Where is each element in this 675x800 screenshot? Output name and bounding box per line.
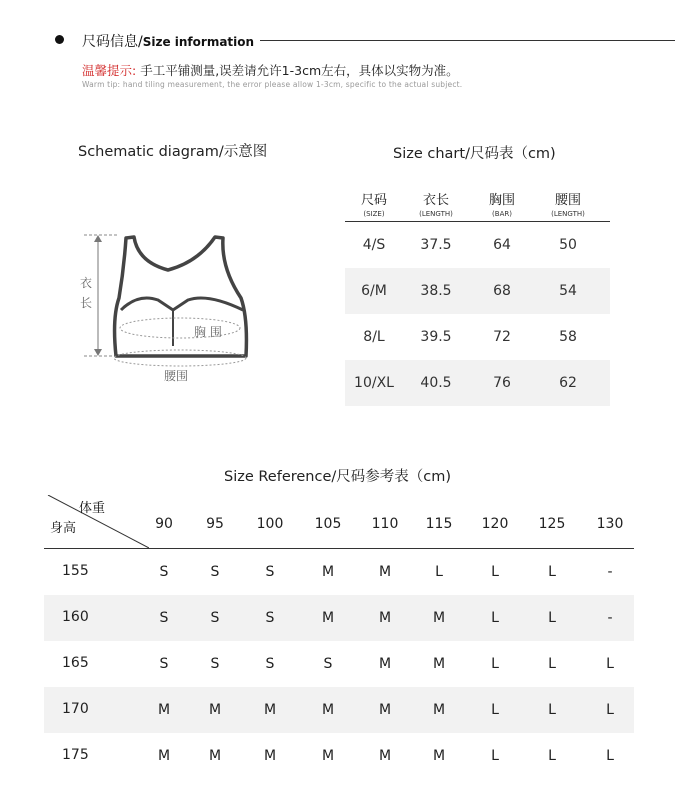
size-cell: M [208, 702, 222, 718]
header-size: 尺码 (SIZE) [360, 193, 387, 218]
chest-label: 胸 围 [194, 325, 222, 339]
size-cell: M [321, 564, 335, 580]
size-reference-header [44, 495, 634, 549]
size-cell: M [432, 656, 446, 672]
size-cell: L [491, 748, 499, 764]
table-row [345, 314, 610, 360]
warm-tip [82, 61, 459, 79]
header-divider [260, 40, 675, 41]
size-reference-title: Size Reference/尺码参考表（cm) [224, 469, 452, 485]
size-cell: L [491, 610, 499, 626]
weight-col: 110 [371, 516, 399, 532]
weight-col: 125 [538, 516, 566, 532]
bra-schematic-illustration [78, 228, 268, 388]
size-cell: S [323, 656, 333, 672]
cell-length: 38.5 [420, 283, 452, 299]
size-cell: M [378, 702, 392, 718]
size-cell: L [548, 656, 556, 672]
cell-waist: 50 [559, 237, 577, 253]
size-cell: L [491, 702, 499, 718]
size-cell: S [159, 564, 169, 580]
table-row [44, 549, 634, 595]
row-height: 165 [62, 655, 89, 671]
size-cell: M [157, 748, 171, 764]
cell-size: 6/M [361, 283, 387, 299]
row-height: 160 [62, 609, 89, 625]
weight-col: 95 [206, 516, 224, 532]
row-height: 170 [62, 701, 89, 717]
section-title-en: Size information [142, 35, 255, 49]
tip-english: Warm tip: hand tiling measurement, the error please allow 1-3cm, specific to the actual subject. [82, 80, 463, 89]
size-reference-table [44, 495, 634, 779]
size-cell: S [159, 610, 169, 626]
section-title-zh: 尺码信息/ [82, 34, 143, 50]
cell-bust: 68 [493, 283, 511, 299]
cell-waist: 54 [559, 283, 577, 299]
cell-bust: 64 [493, 237, 511, 253]
size-cell: - [607, 610, 613, 626]
table-row [44, 595, 634, 641]
size-chart-title: Size chart/尺码表（cm) [393, 146, 556, 162]
weight-col: 100 [256, 516, 284, 532]
weight-label: 体重 [79, 501, 106, 516]
cell-size: 4/S [362, 237, 386, 253]
size-cell: L [491, 564, 499, 580]
cell-waist: 58 [559, 329, 577, 345]
size-cell: M [378, 564, 392, 580]
size-cell: M [157, 702, 171, 718]
header-bust: 胸围 (BAR) [488, 193, 515, 218]
size-cell: S [159, 656, 169, 672]
header-length: 衣长 (LENGTH) [419, 193, 453, 218]
size-cell: - [607, 564, 613, 580]
size-cell: M [432, 702, 446, 718]
size-cell: S [210, 564, 220, 580]
section-title [82, 31, 254, 51]
size-cell: M [378, 748, 392, 764]
height-label: 身高 [50, 521, 77, 536]
size-cell: M [432, 610, 446, 626]
size-cell: M [263, 702, 277, 718]
size-cell: L [606, 702, 614, 718]
size-cell: L [548, 564, 556, 580]
size-cell: S [210, 656, 220, 672]
weight-col: 115 [425, 516, 453, 532]
table-row [44, 687, 634, 733]
table-row [44, 641, 634, 687]
weight-col: 90 [155, 516, 173, 532]
size-chart-table [345, 185, 610, 406]
size-cell: L [548, 610, 556, 626]
cell-waist: 62 [559, 375, 577, 391]
size-cell: M [208, 748, 222, 764]
size-cell: L [491, 656, 499, 672]
size-cell: M [432, 748, 446, 764]
cell-length: 37.5 [420, 237, 452, 253]
table-row [345, 360, 610, 406]
table-row [345, 222, 610, 268]
size-cell: S [265, 564, 275, 580]
table-row [345, 268, 610, 314]
cell-size: 10/XL [354, 375, 394, 391]
weight-col: 130 [596, 516, 624, 532]
row-height: 155 [62, 563, 89, 579]
waist-label: 腰围 [164, 369, 189, 383]
size-chart-header [345, 185, 610, 222]
section-bullet [55, 35, 64, 44]
size-cell: S [265, 656, 275, 672]
size-cell: M [321, 702, 335, 718]
size-reference-body [44, 549, 634, 779]
tip-text: 手工平铺测量,误差请允许1-3cm左右，具体以实物为准。 [136, 63, 459, 78]
size-cell: L [435, 564, 443, 580]
table-row [44, 733, 634, 779]
tip-label: 温馨提示: [82, 63, 137, 78]
size-cell: M [321, 610, 335, 626]
cell-length: 40.5 [420, 375, 452, 391]
size-cell: M [378, 656, 392, 672]
weight-col: 105 [314, 516, 342, 532]
weight-col: 120 [481, 516, 509, 532]
header-waist: 腰围 (LENGTH) [551, 193, 585, 218]
schematic-title: Schematic diagram/示意图 [78, 144, 268, 160]
size-cell: S [210, 610, 220, 626]
cell-length: 39.5 [420, 329, 452, 345]
cell-size: 8/L [363, 329, 385, 345]
size-cell: L [606, 656, 614, 672]
size-cell: L [548, 702, 556, 718]
size-cell: M [321, 748, 335, 764]
size-cell: S [265, 610, 275, 626]
row-height: 175 [62, 747, 89, 763]
size-cell: M [263, 748, 277, 764]
length-label-1: 衣 [80, 276, 93, 290]
cell-bust: 72 [493, 329, 511, 345]
cell-bust: 76 [493, 375, 511, 391]
length-label-2: 长 [80, 296, 93, 310]
size-cell: L [548, 748, 556, 764]
size-cell: M [378, 610, 392, 626]
size-cell: L [606, 748, 614, 764]
